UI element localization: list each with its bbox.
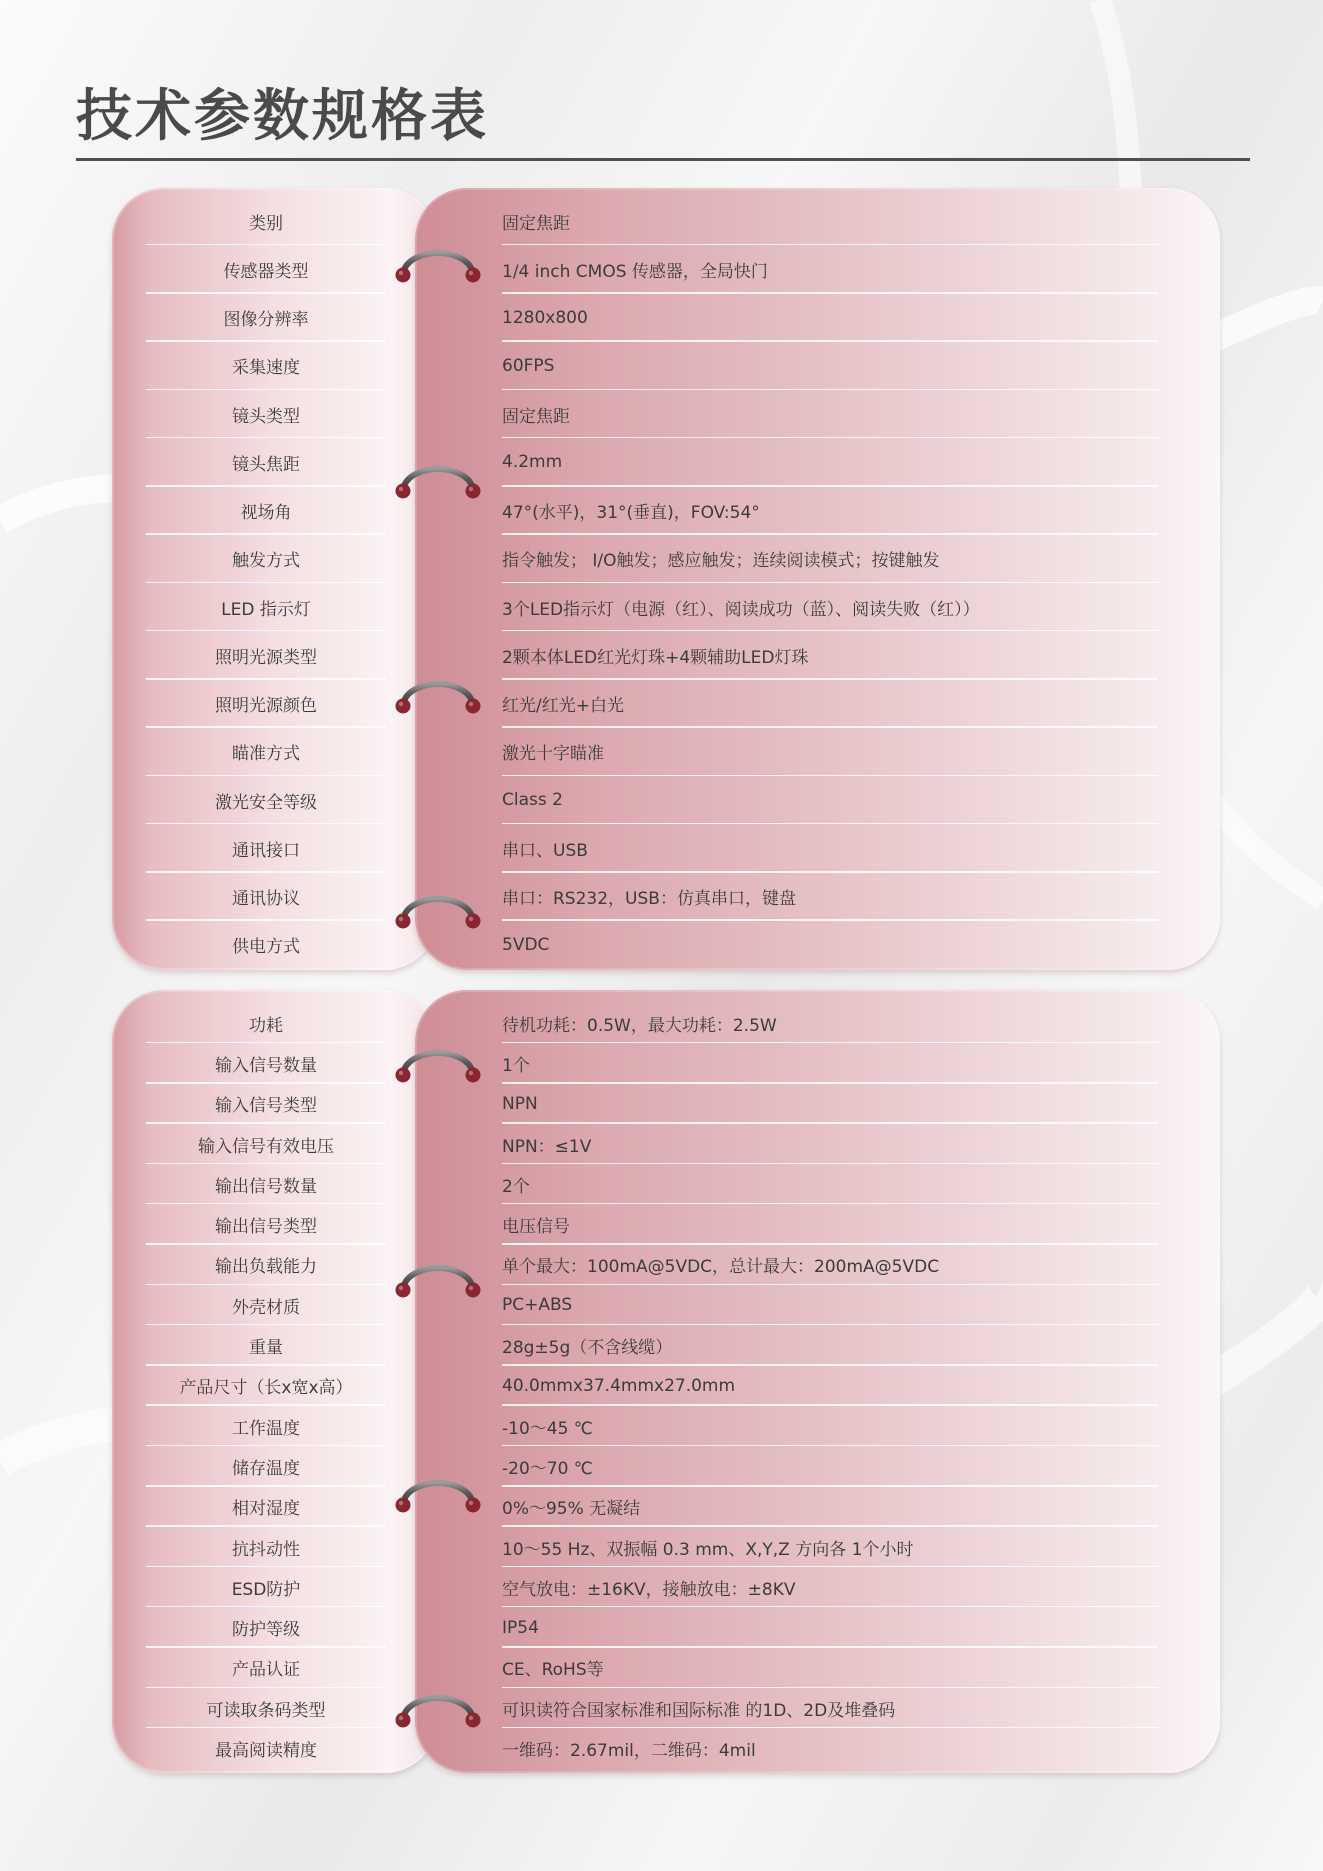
spec-row <box>0 631 1323 679</box>
binder-ring-icon <box>393 1040 483 1086</box>
spec-value: 4.2mm <box>502 452 563 473</box>
spec-value: 40.0mmx37.4mmx27.0mm <box>502 1375 736 1396</box>
spec-value: 固定焦距 <box>502 213 570 234</box>
binder-ring-icon <box>393 1255 483 1301</box>
spec-label: 产品尺寸（长x宽x高） <box>179 1378 353 1399</box>
binder-ring-icon <box>393 1470 483 1516</box>
spec-row <box>0 1487 1323 1527</box>
spec-row <box>0 1688 1323 1728</box>
spec-row <box>0 1124 1323 1164</box>
spec-label: 通讯协议 <box>232 889 300 910</box>
spec-label: 输出信号数量 <box>215 1176 317 1197</box>
spec-row <box>0 1285 1323 1325</box>
spec-label: 激光安全等级 <box>215 792 317 813</box>
spec-value: 28g±5g（不含线缆） <box>502 1338 673 1359</box>
spec-value: 2个 <box>502 1176 530 1197</box>
spec-row <box>0 824 1323 872</box>
spec-label: 输出信号类型 <box>215 1217 317 1238</box>
spec-row <box>0 1567 1323 1607</box>
spec-label: ESD防护 <box>231 1579 301 1600</box>
spec-label: 瞄准方式 <box>232 744 300 765</box>
spec-rows <box>0 197 1323 969</box>
spec-value: NPN：≤1V <box>502 1136 592 1157</box>
spec-label: 重量 <box>249 1338 283 1359</box>
spec-row <box>0 294 1323 342</box>
spec-label: 照明光源类型 <box>215 647 317 668</box>
spec-row <box>0 1003 1323 1043</box>
spec-label: 可读取条码类型 <box>206 1700 326 1721</box>
spec-value: 红光/红光+白光 <box>502 696 624 717</box>
spec-value: 0%～95% 无凝结 <box>502 1499 641 1520</box>
spec-row <box>0 1164 1323 1204</box>
spec-row <box>0 1204 1323 1244</box>
spec-label: 类别 <box>249 213 283 234</box>
spec-label: 镜头焦距 <box>232 454 300 475</box>
spec-row <box>0 1325 1323 1365</box>
spec-row <box>0 1043 1323 1083</box>
spec-row <box>0 1607 1323 1647</box>
binder-ring-icon <box>393 671 483 717</box>
spec-row <box>0 535 1323 583</box>
spec-value: 2颗本体LED红光灯珠+4颗辅助LED灯珠 <box>502 647 809 668</box>
spec-label: 视场角 <box>240 503 292 524</box>
spec-row <box>0 1245 1323 1285</box>
spec-label: 抗抖动性 <box>232 1539 300 1560</box>
spec-label: 供电方式 <box>232 937 300 958</box>
spec-value: 3个LED指示灯（电源（红）、阅读成功（蓝）、阅读失败（红）） <box>502 599 980 620</box>
spec-label: 功耗 <box>249 1015 283 1036</box>
spec-label: 通讯接口 <box>232 840 300 861</box>
spec-row <box>0 583 1323 631</box>
spec-value: 待机功耗：0.5W，最大功耗：2.5W <box>502 1015 777 1036</box>
spec-label: 外壳材质 <box>232 1297 300 1318</box>
spec-row <box>0 1728 1323 1768</box>
spec-value: 一维码：2.67mil，二维码：4mil <box>502 1740 756 1761</box>
spec-label: 输出负载能力 <box>215 1257 317 1278</box>
spec-row <box>0 921 1323 969</box>
spec-label: 储存温度 <box>232 1458 300 1479</box>
binder-ring-icon <box>393 456 483 502</box>
spec-row <box>0 680 1323 728</box>
spec-label: 输入信号数量 <box>215 1055 317 1076</box>
spec-row <box>0 1084 1323 1124</box>
spec-value: 1/4 inch CMOS 传感器，全局快门 <box>502 261 768 282</box>
spec-row <box>0 728 1323 776</box>
spec-label: 最高阅读精度 <box>215 1740 317 1761</box>
spec-value: 单个最大：100mA@5VDC，总计最大：200mA@5VDC <box>502 1257 940 1278</box>
spec-label: 输入信号有效电压 <box>198 1136 334 1157</box>
spec-value: 可识读符合国家标准和国际标准 的1D、2D及堆叠码 <box>502 1700 896 1721</box>
spec-label: 输入信号类型 <box>215 1096 317 1117</box>
spec-label: 工作温度 <box>232 1418 300 1439</box>
spec-label: 采集速度 <box>232 358 300 379</box>
spec-value: 串口、USB <box>502 840 588 861</box>
spec-label: LED 指示灯 <box>221 599 311 620</box>
spec-value: 激光十字瞄准 <box>502 744 604 765</box>
spec-value: NPN <box>502 1093 538 1114</box>
title-divider <box>76 158 1250 161</box>
spec-row <box>0 1527 1323 1567</box>
spec-row <box>0 776 1323 824</box>
spec-row <box>0 197 1323 245</box>
spec-value: 固定焦距 <box>502 406 570 427</box>
binder-ring-icon <box>393 1685 483 1731</box>
spec-row <box>0 1648 1323 1688</box>
spec-value: 指令触发； I/O触发；感应触发；连续阅读模式；按键触发 <box>502 551 940 572</box>
spec-row <box>0 342 1323 390</box>
spec-label: 防护等级 <box>232 1620 300 1641</box>
spec-value: IP54 <box>502 1617 539 1638</box>
spec-row <box>0 390 1323 438</box>
spec-row <box>0 1406 1323 1446</box>
spec-value: 1个 <box>502 1055 530 1076</box>
spec-row <box>0 487 1323 535</box>
spec-label: 图像分辨率 <box>223 310 309 331</box>
spec-value: -20～70 ℃ <box>502 1458 593 1479</box>
spec-value: 空气放电：±16KV，接触放电：±8KV <box>502 1579 796 1600</box>
spec-value: Class 2 <box>502 790 563 811</box>
spec-rows <box>0 1003 1323 1769</box>
spec-row <box>0 1446 1323 1486</box>
spec-row <box>0 438 1323 486</box>
spec-label: 相对湿度 <box>232 1499 300 1520</box>
spec-row <box>0 245 1323 293</box>
spec-row <box>0 1366 1323 1406</box>
spec-value: PC+ABS <box>502 1295 573 1316</box>
spec-label: 传感器类型 <box>223 261 309 282</box>
spec-value: CE、RoHS等 <box>502 1660 604 1681</box>
spec-row <box>0 873 1323 921</box>
spec-value: 10～55 Hz、双振幅 0.3 mm、X,Y,Z 方向各 1个小时 <box>502 1539 914 1560</box>
spec-value: -10～45 ℃ <box>502 1418 593 1439</box>
page-title: 技术参数规格表 <box>76 84 489 149</box>
spec-label: 产品认证 <box>232 1660 300 1681</box>
spec-value: 1280x800 <box>502 307 588 328</box>
binder-ring-icon <box>393 240 483 286</box>
spec-value: 串口：RS232，USB：仿真串口，键盘 <box>502 889 796 910</box>
spec-label: 照明光源颜色 <box>215 696 317 717</box>
spec-label: 镜头类型 <box>232 406 300 427</box>
spec-value: 60FPS <box>502 355 555 376</box>
spec-value: 电压信号 <box>502 1217 570 1238</box>
spec-value: 5VDC <box>502 934 550 955</box>
spec-label: 触发方式 <box>232 551 300 572</box>
spec-value: 47°(水平)，31°(垂直)，FOV:54° <box>502 503 760 524</box>
binder-ring-icon <box>393 886 483 932</box>
